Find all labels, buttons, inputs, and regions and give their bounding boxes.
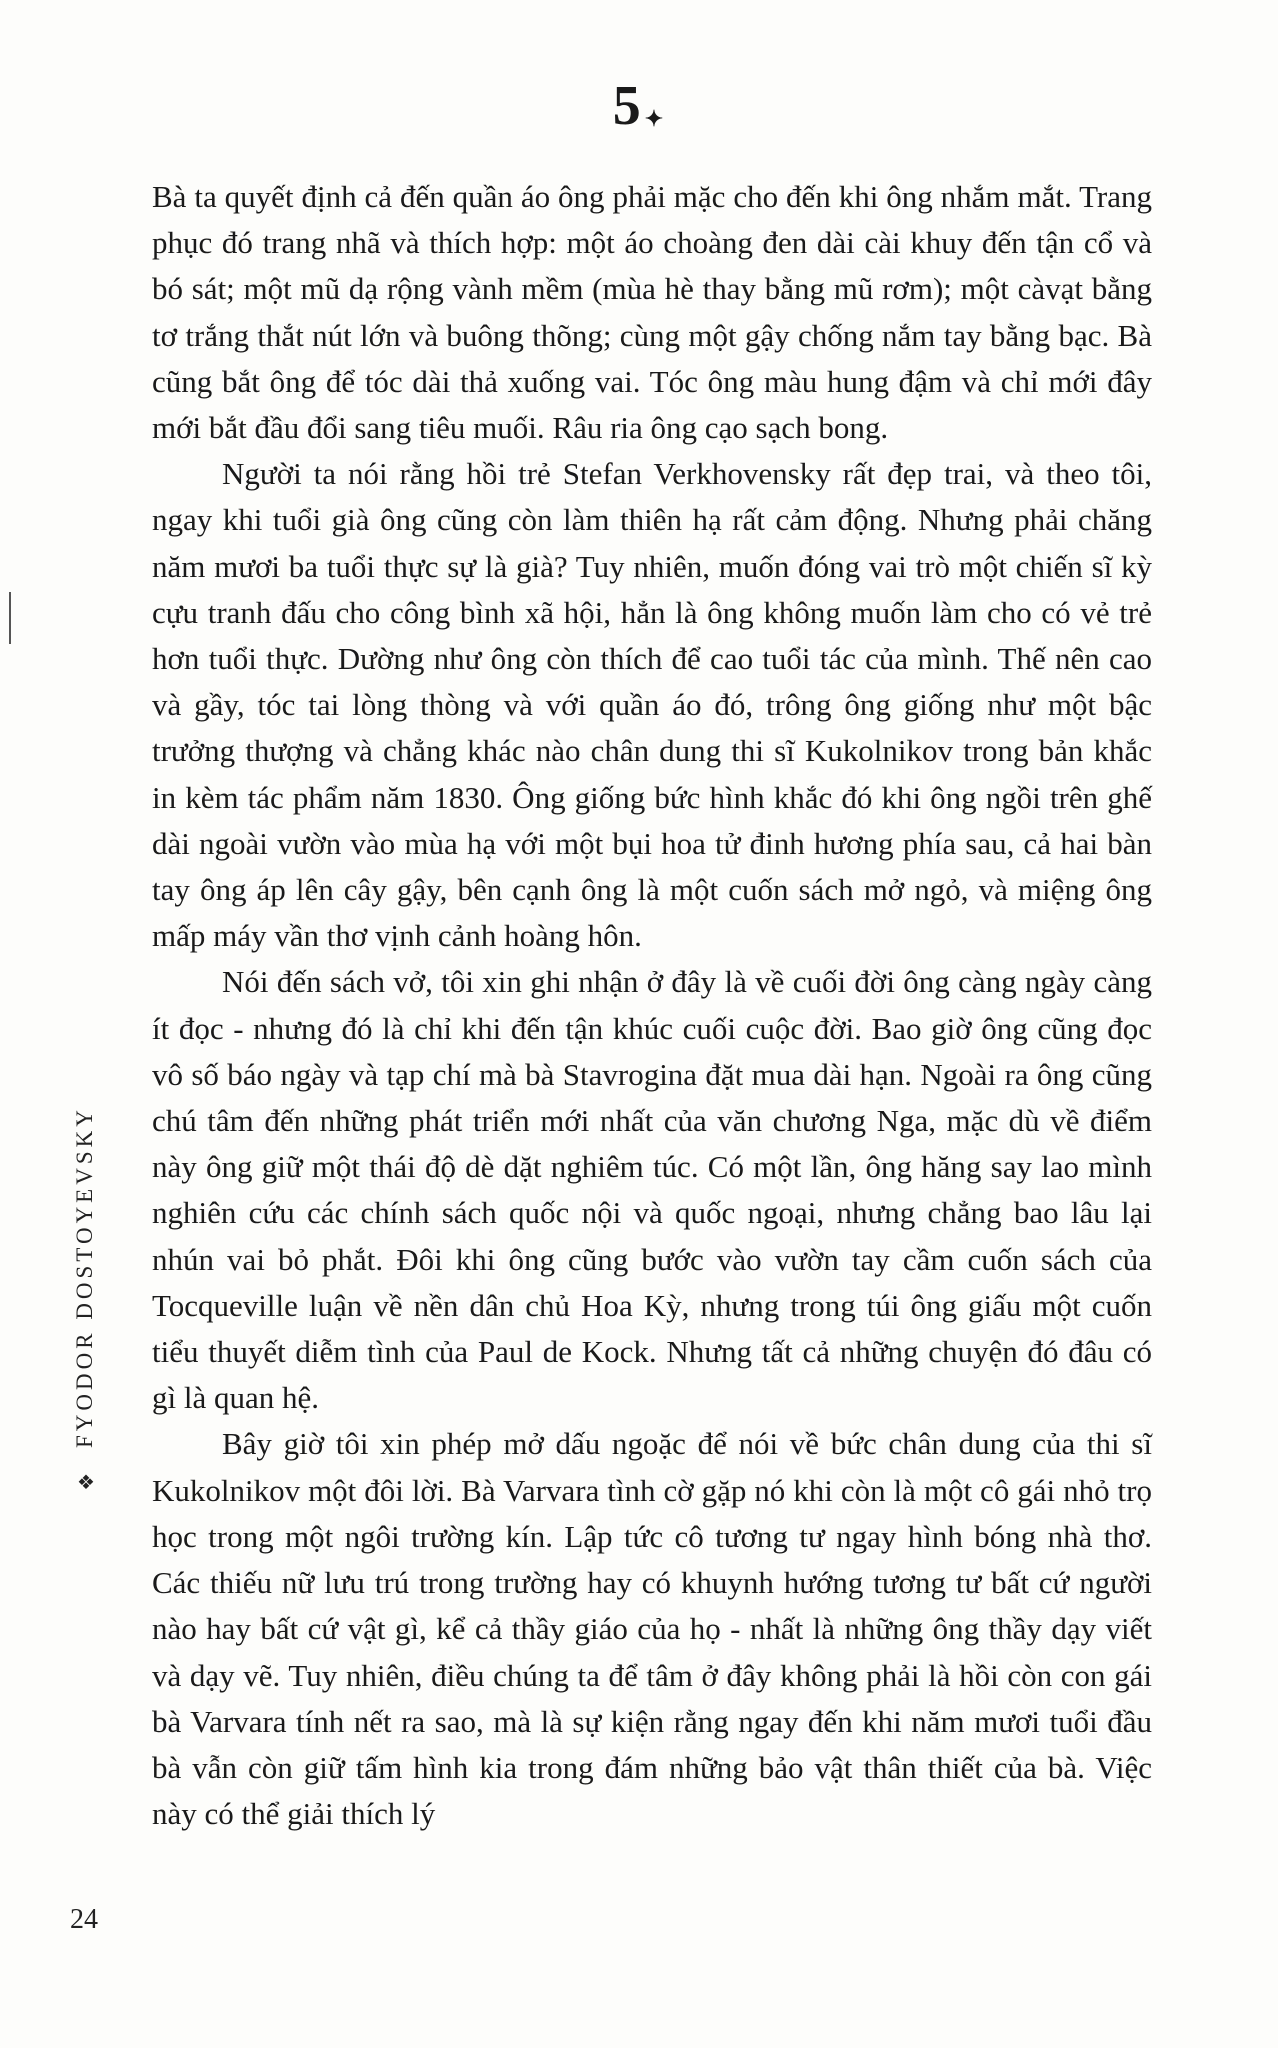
page-number: 24	[70, 1904, 98, 1935]
author-name: FYODOR DOSTOYEVSKY	[72, 1106, 97, 1448]
paragraph-1: Bà ta quyết định cả đến quần áo ông phải mặc cho đến khi ông nhắm mắt. Trang phục đó trang nhã và thích hợp: một áo choàng đen dài cài khuy đến tận cổ và bó sát; một mũ dạ rộng vành mềm (mùa hè thay bằng mũ rơm); một càvạt bằng tơ trắng thắt nút lớn và buông thõng; cùng một gậy chống nắm tay bằng bạc. Bà cũng bắt ông để tóc dài thả xuống vai. Tóc ông màu hung đậm và chỉ mới đây mới bắt đầu đổi sang tiêu muối. Râu ria ông cạo sạch bong.	[152, 179, 1152, 446]
paragraph-2: Người ta nói rằng hồi trẻ Stefan Verkhovensky rất đẹp trai, và theo tôi, ngay khi tuổi già ông cũng còn làm thiên hạ rất cảm động. Nhưng phải chăng năm mươi ba tuổi thực sự là già? Tuy nhiên, muốn đóng vai trò một chiến sĩ kỳ cựu tranh đấu cho công bình xã hội, hẳn là ông không muốn làm cho có vẻ trẻ hơn tuổi thực. Dường như ông còn thích để cao tuổi tác của mình. Thế nên cao và gầy, tóc tai lòng thòng và với quần áo đó, trông ông giống như một bậc trưởng thượng và chẳng khác nào chân dung thi sĩ Kukolnikov trong bản khắc in kèm tác phẩm năm 1830. Ông giống bức hình khắc đó khi ông ngồi trên ghế dài ngoài vườn vào mùa hạ với một bụi hoa tử đinh hương phía sau, cả hai bàn tay ông áp lên cây gậy, bên cạnh ông là một cuốn sách mở ngỏ, và miệng ông mấp máy vần thơ vịnh cảnh hoàng hôn.	[152, 456, 1152, 954]
paragraph-3: Nói đến sách vở, tôi xin ghi nhận ở đây là về cuối đời ông càng ngày càng ít đọc - nhưng đó là chỉ khi đến tận khúc cuối cuộc đời. Bao giờ ông cũng đọc vô số báo ngày và tạp chí mà bà Stavrogina đặt mua dài hạn. Ngoài ra ông cũng chú tâm đến những phát triển mới nhất của văn chương Nga, mặc dù về điểm này ông giữ một thái độ dè dặt nghiêm túc. Có một lần, ông hăng say lao mình nghiên cứu các chính sách quốc nội và quốc ngoại, nhưng chẳng bao lâu lại nhún vai bỏ phắt. Đôi khi ông cũng bước vào vườn tay cầm cuốn sách của Tocqueville luận về nền dân chủ Hoa Kỳ, nhưng trong túi ông giấu một cuốn tiểu thuyết diễm tình của Paul de Kock. Nhưng tất cả những chuyện đó đâu có gì là quan hệ.	[152, 964, 1152, 1416]
paragraph-4: Bây giờ tôi xin phép mở dấu ngoặc để nói về bức chân dung của thi sĩ Kukolnikov một đôi lời. Bà Varvara tình cờ gặp nó khi còn là một cô gái nhỏ trọ học trong một ngôi trường kín. Lập tức cô tương tư ngay hình bóng nhà thơ. Các thiếu nữ lưu trú trong trường hay có khuynh hướng tương tư bất cứ người nào hay bất cứ vật gì, kể cả thầy giáo của họ - nhất là những ông thầy dạy viết và dạy vẽ. Tuy nhiên, điều chúng ta để tâm ở đây không phải là hồi còn con gái bà Varvara tính nết ra sao, mà là sự kiện rằng ngay đến khi năm mươi tuổi đầu bà vẫn còn giữ tấm hình kia trong đám những bảo vật thân thiết của bà. Việc này có thể giải thích lý	[152, 1426, 1152, 1832]
body-text	[152, 174, 1152, 1837]
chapter-mark: ✦	[644, 106, 666, 131]
chapter-number: 5	[612, 75, 643, 137]
margin-scan-line	[9, 592, 11, 644]
ornament-icon: ❖	[77, 1472, 95, 1494]
running-head-author	[72, 1106, 112, 1449]
chapter-heading	[0, 75, 1278, 137]
